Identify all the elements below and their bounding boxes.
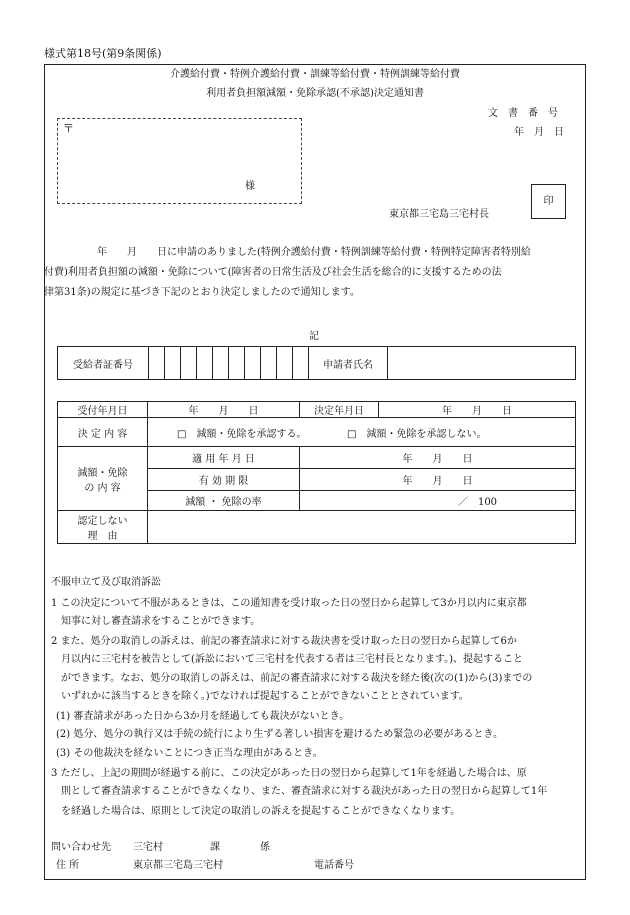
reduction-label-line-2: の 内 容	[84, 482, 121, 494]
phone-label: 電話番号	[314, 860, 354, 871]
ki-heading: 記	[309, 331, 319, 342]
recipient-number-digit-9	[277, 347, 293, 380]
recipient-number-digit-1	[149, 347, 165, 380]
document-number-label: 文 書 番 号	[488, 108, 558, 119]
received-date-label: 受付年月日	[58, 402, 148, 418]
honorific-sama: 様	[245, 181, 255, 192]
body-line-1: 年 月 日に申請のありました(特例介護給付費・特例訓練等給付費・特例特定障害者特別給	[97, 247, 531, 258]
valid-period-value: 年 月 日	[300, 469, 576, 491]
contact-section-suffix: 係	[260, 842, 270, 853]
notes-line: いずれかに該当するときを除く。)でなければ提起することができないこととされています。	[51, 691, 469, 702]
recipient-number-digit-4	[197, 347, 213, 380]
issue-date-label: 年 月 日	[514, 127, 564, 138]
rate-value: ／ 100	[300, 491, 576, 511]
recipient-number-digit-3	[181, 347, 197, 380]
reduction-label-line-1: 減額・免除	[77, 467, 128, 479]
address-box	[57, 118, 302, 204]
reject-option: □ 減額・免除を承認しない。	[347, 428, 487, 440]
title-line-2: 利用者負担額減額・免除承認(不承認)決定通知書	[206, 88, 424, 99]
contact-org: 三宅村	[133, 842, 163, 853]
recipient-number-digit-7	[245, 347, 261, 380]
notes-heading: 不服申立て及び取消訴訟	[51, 577, 161, 588]
seal-box: 印	[531, 184, 566, 219]
body-line-2: 付費)利用者負担額の減額・免除について(障害者の日常生活及び社会生活を総合的に支援するための法	[44, 267, 502, 278]
notes-line: 1 この決定について不服があるときは、この通知書を受け取った日の翌日から起算して3か月以内に東京都	[51, 598, 527, 609]
title-line-1: 介護給付費・特例介護給付費・訓練等給付費・特例訓練等給付費	[170, 69, 460, 80]
contact-dept-suffix: 課	[210, 842, 220, 853]
postal-mark: 〒	[63, 122, 74, 135]
decision-date-value: 年 月 日	[379, 402, 576, 418]
decision-content-options	[148, 418, 576, 447]
valid-period-label: 有 効 期 限	[148, 469, 300, 491]
reason-label-line-2: 理 由	[87, 531, 118, 542]
notes-line: (2) 処分、処分の執行又は手続の続行により生ずる著しい損害を避けるため緊急の必要があるとき。	[56, 729, 503, 740]
notes-line: 則として審査請求することができなくなり、また、審査請求に対する裁決があった日の翌日から起算して1年	[51, 786, 548, 797]
notes-line: 3 ただし、上記の期間が経過する前に、この決定があった日の翌日から起算して1年を経過した場合は、原	[51, 768, 527, 779]
apply-date-label: 適 用 年 月 日	[148, 447, 300, 469]
notes-line: を経過した場合は、原則として決定の取消しの訴えを提起することができなくなります。	[51, 806, 461, 817]
recipient-table	[57, 346, 576, 380]
contact-label: 問い合わせ先	[51, 842, 111, 853]
address-value: 東京都三宅島三宅村	[133, 860, 223, 871]
recipient-number-digit-2	[165, 347, 181, 380]
applicant-name-value	[388, 347, 576, 380]
issuer-name: 東京都三宅島三宅村長	[389, 209, 489, 220]
approve-option: □ 減額・免除を承認する。	[177, 428, 307, 440]
recipient-number-label: 受給者証番号	[58, 347, 149, 380]
notes-line: (1) 審査請求があった日から3か月を経過しても裁決がないとき。	[56, 711, 350, 722]
notes-line: ができます。なお、処分の取消しの訴えは、前記の審査請求に対する裁決を経た後(次の(1)から(3)までの	[51, 673, 533, 684]
decision-table	[57, 401, 576, 544]
apply-date-value: 年 月 日	[300, 447, 576, 469]
decision-date-label: 決定年月日	[300, 402, 379, 418]
reason-label	[58, 511, 148, 544]
form-number: 様式第18号(第9条関係)	[44, 47, 162, 60]
recipient-number-digit-6	[229, 347, 245, 380]
recipient-number-digit-5	[213, 347, 229, 380]
received-date-value: 年 月 日	[148, 402, 300, 418]
notes-line: 2 また、処分の取消しの訴えは、前記の審査請求に対する裁決書を受け取った日の翌日から起算して6か	[51, 636, 517, 647]
recipient-number-digit-10	[293, 347, 309, 380]
recipient-number-digit-8	[261, 347, 277, 380]
notes-line: (3) その他裁決を経ないことにつき正当な理由があるとき。	[56, 748, 323, 759]
reason-label-line-1: 認定しない	[77, 516, 128, 527]
notes-line: 知事に対し審査請求をすることができます。	[51, 616, 261, 627]
applicant-name-label: 申請者氏名	[309, 347, 388, 380]
reason-value	[148, 511, 576, 544]
rate-label: 減額 ・ 免除の率	[148, 491, 300, 511]
body-line-3: 律第31条)の規定に基づき下記のとおり決定しましたので通知します。	[44, 287, 360, 298]
address-label: 住 所	[56, 860, 80, 871]
decision-content-label: 決 定 内 容	[58, 418, 148, 447]
notes-line: 月以内に三宅村を被告として(訴訟において三宅村を代表する者は三宅村長となります。)、提起すること	[51, 654, 524, 665]
reduction-content-label	[58, 447, 148, 511]
